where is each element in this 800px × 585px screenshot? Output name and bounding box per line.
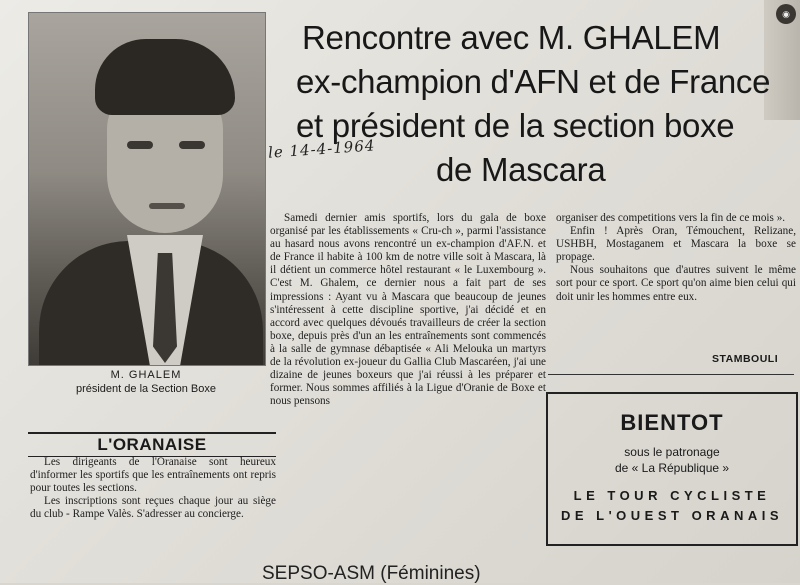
article-paragraph: organiser des competitions vers la fin de ce mois ».	[556, 212, 786, 224]
photo-caption	[30, 368, 262, 396]
bientot-announcement-box	[546, 392, 798, 546]
headline-line-2: ex-champion d'AFN et de France	[296, 63, 771, 100]
article-paragraph: Samedi dernier amis sportifs, lors du gala de boxe organisé par les établissements « Cru-ch », parmi l'assistance au hasard nous avons rencontré un ex-champion d'AF.N. et de France il habite à 100 km de notre ville soit à Mascara, là il détient un commerce hôtel restaurant « le Luxembourg ». C'est M. Ghalem, ce dernier nous a fait part de ses impressions : Ayant vu à Mascara que beaucoup de jeunes s'intéressent à cette discipline sportive, j'ai décidé et en accord avec quelques dévoués travailleurs de créer la section boxe, depuis près d'un an les entraînements sont commencés à la salle de gymnase débaptisée « Ali Melouka un martyrs de la révolution ex-joueur du Gallia Club Mascaréen, j'ai une dizaine de jeunes boxeurs que j'ai réussi à les préparer et former. Nous sommes affiliés à la Ligue d'Oranie de Boxe et nous pensons	[270, 212, 546, 408]
article-paragraph: Nous souhaitons que d'autres suivent le même sort pour ce sport. Ce sport qu'on aime bien celui qui doit unir les hommes entre eux.	[556, 264, 796, 303]
next-article-heading: SEPSO-ASM (Féminines)	[262, 563, 481, 584]
oranaise-title: L'ORANAISE	[28, 432, 276, 457]
stamp-icon: ◉	[776, 4, 796, 24]
handwritten-date: le 14-4-1964	[267, 136, 376, 162]
article-headline	[296, 16, 800, 192]
patronage-line-1: sous le patronage	[624, 445, 720, 459]
divider	[548, 374, 794, 375]
caption-role: président de la Section Boxe	[75, 383, 217, 395]
oranaise-paragraph-2: Les inscriptions sont reçues chaque jour au siège du club - Rampe Valès. S'adresser au concierge.	[30, 495, 276, 521]
article-column-1	[270, 212, 546, 408]
oranaise-paragraph-1: Les dirigeants de l'Oranaise sont heureux d'informer les sportifs que les entraînements ont repris pour toutes les sections.	[30, 456, 276, 495]
oranaise-notice	[30, 456, 276, 521]
patronage-line-2: de « La République »	[614, 461, 730, 475]
bientot-title: BIENTOT	[620, 410, 724, 435]
portrait-photo	[28, 12, 266, 366]
article-column-2	[556, 212, 796, 304]
headline-line-1: Rencontre avec M. GHALEM	[302, 19, 721, 56]
tour-line-2: DE L'OUEST ORANAIS	[560, 508, 784, 523]
article-signature: STAMBOULI	[712, 353, 779, 365]
tour-line-1: LE TOUR CYCLISTE	[573, 488, 771, 503]
article-paragraph: Enfin ! Après Oran, Témouchent, Relizane, USHBH, Mostaganem et Mascara la boxe se propage.	[556, 225, 796, 264]
headline-line-3: et président de la section boxe	[296, 107, 735, 144]
caption-name: M. GHALEM	[110, 369, 182, 381]
headline-line-4: de Mascara	[436, 151, 606, 188]
